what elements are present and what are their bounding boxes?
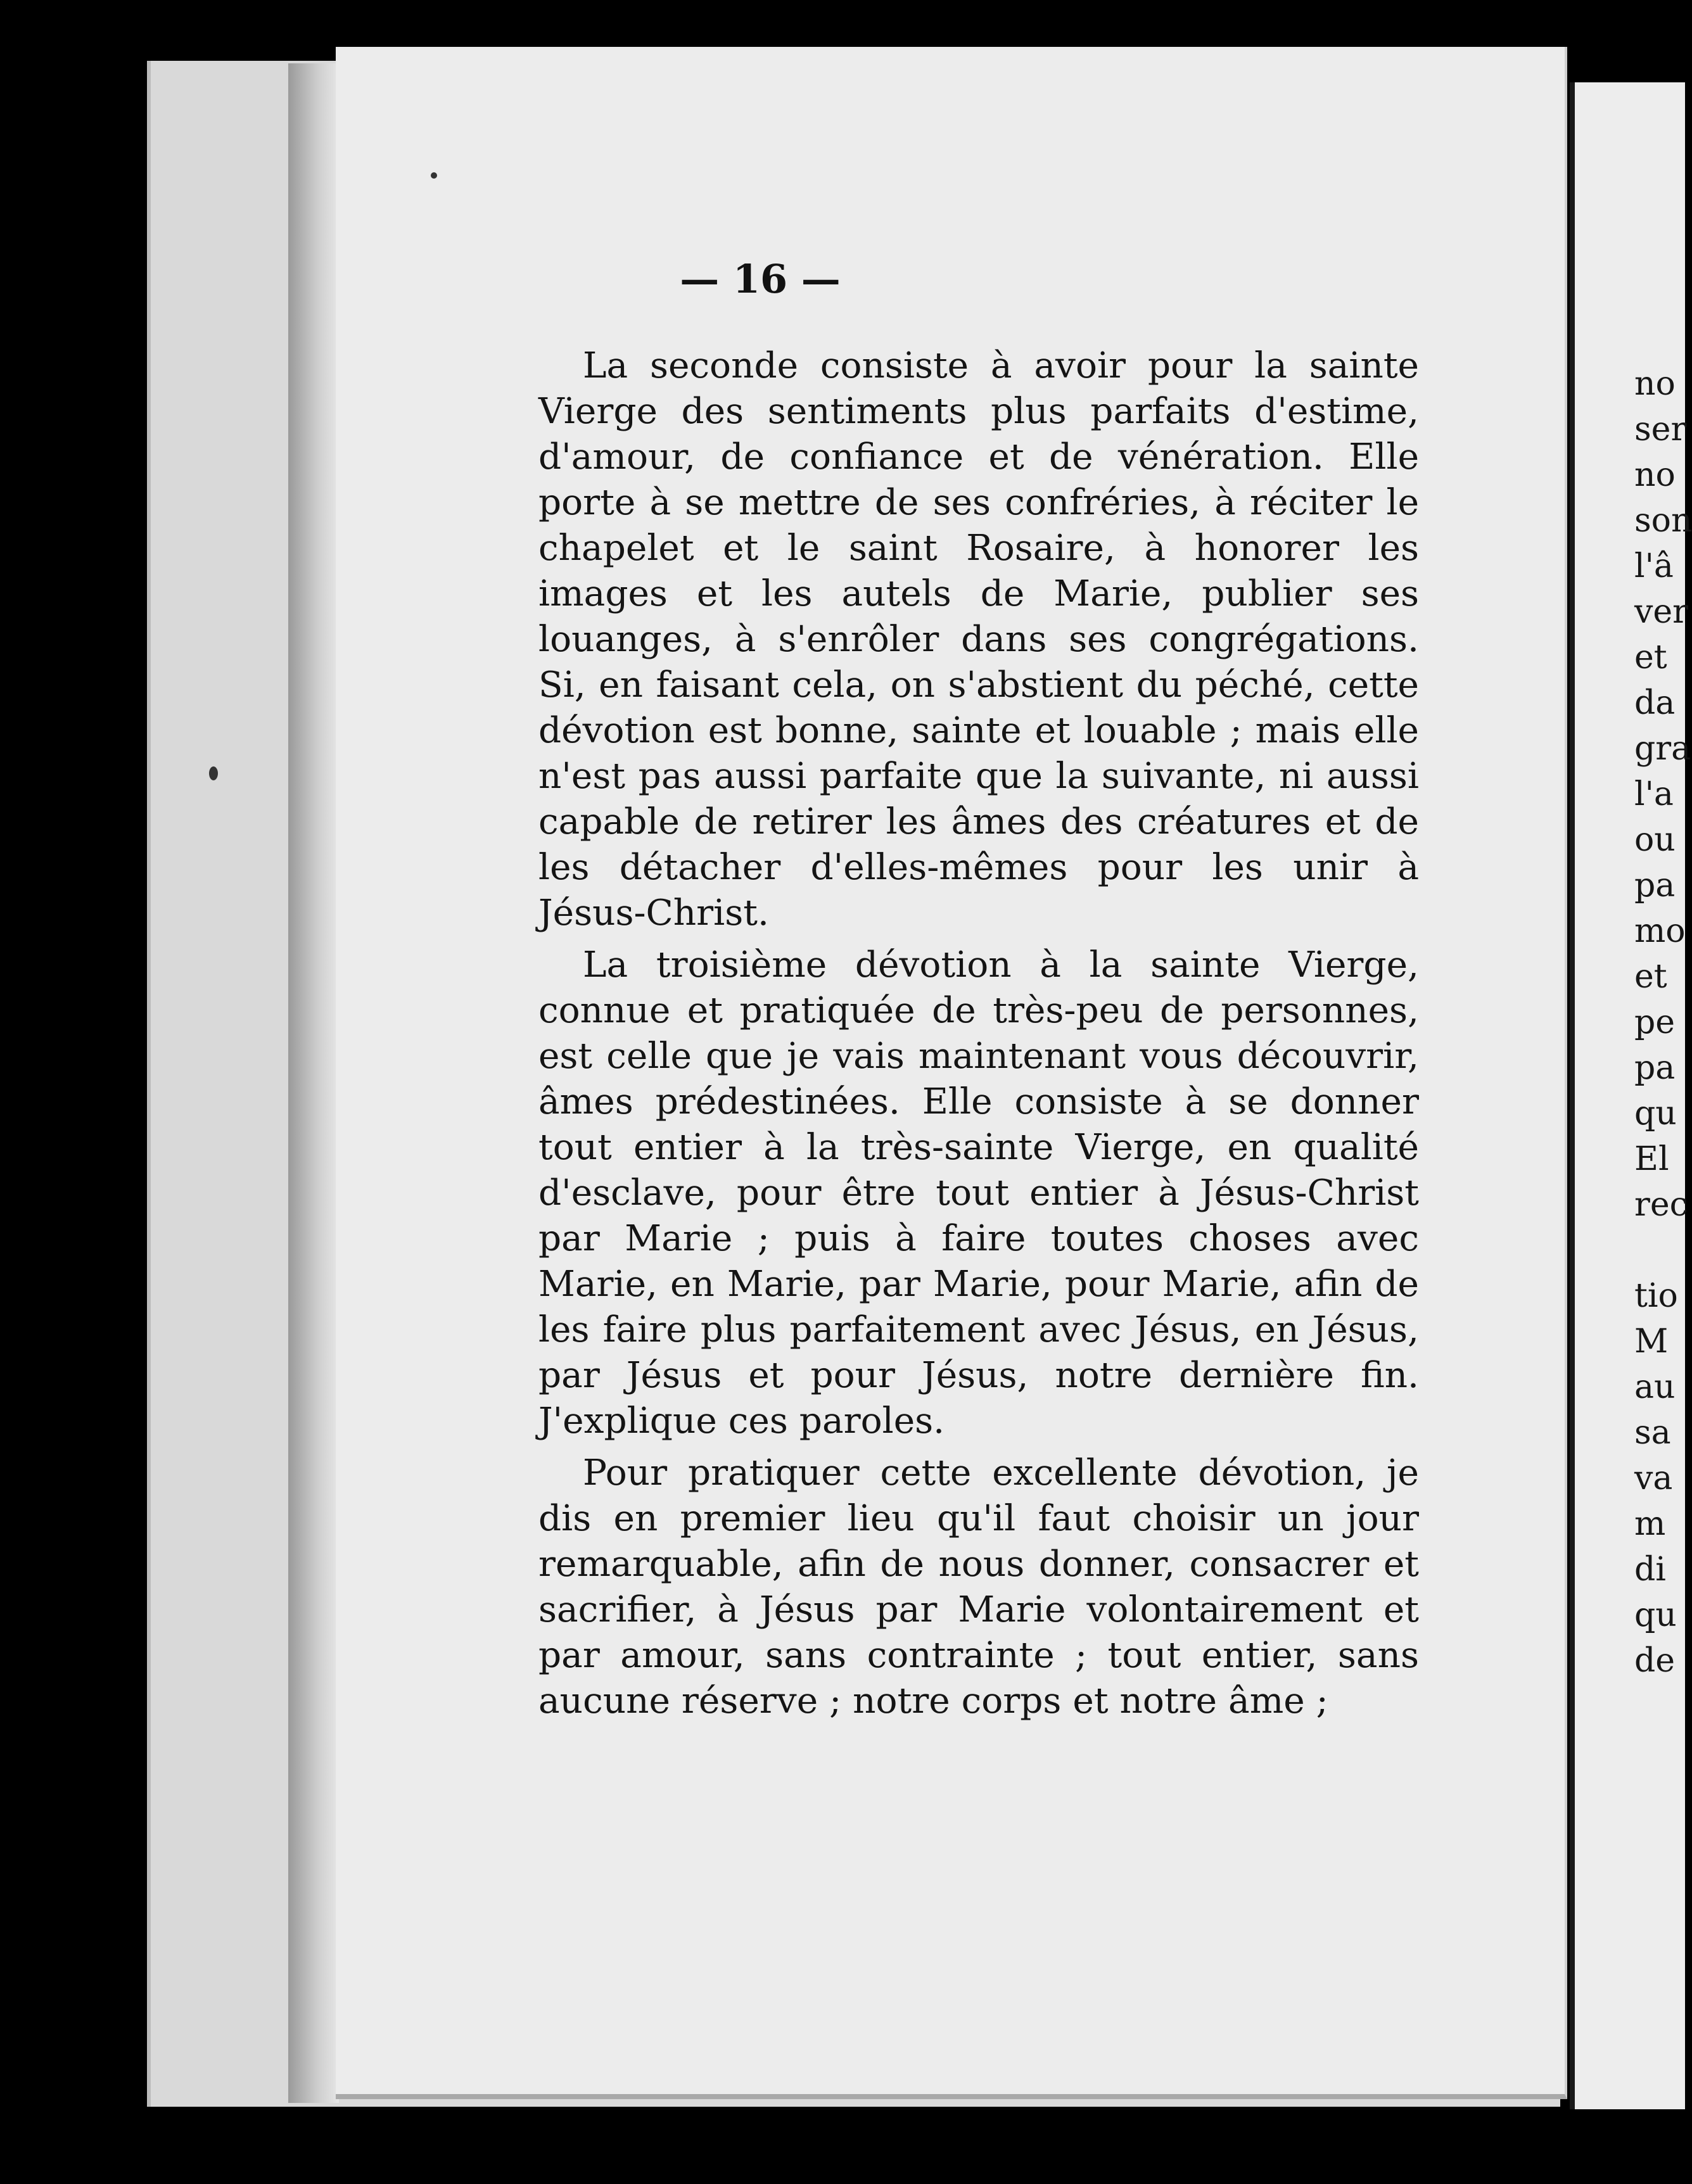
facing-page-edge bbox=[1570, 82, 1692, 2109]
fragment-line: no bbox=[1634, 456, 1676, 494]
fragment-line: no bbox=[1634, 365, 1676, 403]
facing-page-fragments bbox=[1634, 361, 1692, 1684]
scan-speck bbox=[209, 766, 218, 780]
fragment-line: au bbox=[1634, 1368, 1676, 1406]
page-edge-shadow bbox=[288, 63, 339, 2103]
page-number: — 16 — bbox=[680, 256, 841, 302]
fragment-line: pe bbox=[1634, 1003, 1676, 1041]
fragment-line: pa bbox=[1634, 867, 1676, 905]
fragment-line: El bbox=[1634, 1140, 1669, 1178]
fragment-line: di bbox=[1634, 1551, 1666, 1589]
fragment-line: mo bbox=[1634, 912, 1686, 950]
fragment-line: tio bbox=[1634, 1277, 1678, 1315]
fragment-line: qu bbox=[1634, 1596, 1677, 1634]
fragment-line: sa bbox=[1634, 1414, 1671, 1452]
fragment-line: da bbox=[1634, 684, 1676, 722]
fragment-line bbox=[1634, 1228, 1692, 1273]
fragment-line: M bbox=[1634, 1323, 1669, 1361]
fragment-line: ver bbox=[1634, 593, 1689, 631]
fragment-line: ser bbox=[1634, 410, 1687, 448]
fragment-line: va bbox=[1634, 1459, 1673, 1497]
book-page bbox=[336, 47, 1567, 2099]
fragment-line: de bbox=[1634, 1642, 1676, 1680]
fragment-line: l'â bbox=[1634, 547, 1674, 585]
fragment-line: et bbox=[1634, 958, 1667, 996]
page-body-text bbox=[538, 343, 1419, 1730]
fragment-line: et bbox=[1634, 638, 1667, 676]
fragment-line: son bbox=[1634, 502, 1692, 540]
scan-speck bbox=[431, 172, 437, 179]
fragment-line: ou bbox=[1634, 821, 1676, 859]
fragment-line: gra bbox=[1634, 730, 1691, 768]
fragment-line: pa bbox=[1634, 1049, 1676, 1087]
fragment-line: rec bbox=[1634, 1186, 1688, 1224]
fragment-line: qu bbox=[1634, 1095, 1677, 1133]
paragraph: Pour pratiquer cette excellente dévotion, je dis en premier lieu qu'il faut choisir un jour remarquable, afin de nous donner, consacrer et sacrifier, à Jésus par Marie volontairement et par amour, sans contrainte ; tout entier, sans aucune réserve ; notre corps et notre âme ; bbox=[538, 1452, 1419, 1722]
fragment-line: l'a bbox=[1634, 775, 1674, 813]
paragraph: La troisième dévotion à la sainte Vierge, connue et pratiquée de très-peu de personnes, est celle que je vais maintenant vous découvrir, âmes prédestinées. Elle consiste à se donner tout entier à la très-sainte Vierge, en qualité d'esclave, pour être tout entier à Jésus-Christ par Marie ; puis à faire toutes choses avec Marie, en Marie, par Marie, pour Marie, afin de les faire plus parfaitement avec Jésus, en Jésus, par Jésus et pour Jésus, notre dernière fin. J'explique ces paroles. bbox=[538, 944, 1419, 1442]
paragraph: La seconde consiste à avoir pour la sainte Vierge des sentiments plus parfaits d'estime, d'amour, de confiance et de vénération. Elle porte à se mettre de ses confréries, à réciter le chapelet et le saint Rosaire, à honorer les images et les autels de Marie, publier ses louanges, à s'enrôler dans ses congrégations. Si, en faisant cela, on s'abstient du péché, cette dévotion est bonne, sainte et louable ; mais elle n'est pas aussi parfaite que la suivante, ni aussi capable de retirer les âmes des créatures et de les détacher d'elles-mêmes pour les unir à Jésus-Christ. bbox=[538, 345, 1419, 934]
fragment-line: m bbox=[1634, 1505, 1666, 1543]
